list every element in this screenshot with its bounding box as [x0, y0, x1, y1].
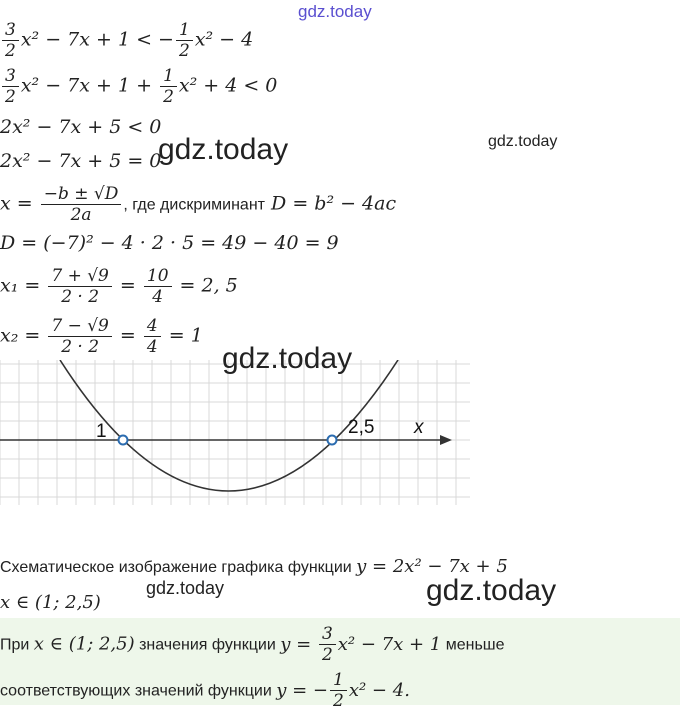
watermark-right: gdz.today	[488, 133, 558, 150]
x-axis-arrow-icon	[440, 435, 452, 445]
answer-interval: x ∈ (1; 2,5)	[0, 592, 101, 613]
conclusion-text-2: значения функции	[139, 636, 276, 654]
conclusion-line-1	[0, 624, 505, 666]
root-label-2: 2,5	[348, 417, 375, 438]
root-formula-text: , где дискриминант	[123, 196, 265, 214]
step-inequality: $\frac{3}{2}$ x² − 7x + 1 < − $\frac{1}{2}$ x² − 4	[0, 20, 253, 61]
step-discriminant: D = (−7)² − 4 · 2 · 5 = 49 − 40 = 9	[0, 232, 339, 254]
conclusion-math-2: y = $\frac{3}{2}$ x² − 7x + 1	[280, 624, 442, 665]
conclusion-text-4: соответствующих значений функции	[0, 682, 272, 700]
step-root-formula: x = $\frac{-b \pm √D}{2a}$ , где дискриминант D = b² − 4ac	[0, 184, 397, 225]
watermark-top: gdz.today	[298, 2, 372, 21]
conclusion-text-1: При	[0, 636, 30, 654]
caption-formula: y = 2x² − 7x + 5	[356, 556, 508, 577]
conclusion-math-1: x ∈ (1; 2,5)	[33, 633, 135, 655]
watermark-bottom-large: gdz.today	[426, 574, 557, 607]
conclusion-text-3: меньше	[445, 636, 505, 654]
watermark-mid: gdz.today	[158, 133, 289, 166]
step-equation: 2x² − 7x + 5 = 0	[0, 150, 162, 172]
x-axis-label: x	[414, 417, 424, 438]
step-simplified: 2x² − 7x + 5 < 0	[0, 116, 162, 138]
watermark-bottom-small: gdz.today	[146, 578, 225, 598]
discriminant-formula: D = b² − 4ac	[271, 192, 397, 215]
caption-text: Схематическое изображение графика функции	[0, 559, 352, 576]
root-point-1	[119, 436, 128, 445]
watermark-graph: gdz.today	[222, 342, 353, 375]
conclusion-math-4: y = − $\frac{1}{2}$ x² − 4.	[276, 670, 410, 711]
step-move-terms: $\frac{3}{2}$ x² − 7x + 1 + $\frac{1}{2}$ x² + 4 < 0	[0, 66, 277, 107]
root-point-2	[328, 436, 337, 445]
step-root-1: x₁ = $\frac{7 + √9}{2 \cdot 2}$ = $\frac{10}{4}$ = 2, 5	[0, 266, 238, 307]
parabola-graph	[0, 360, 480, 505]
step-root-2: x₂ = $\frac{7 - √9}{2 \cdot 2}$ = $\frac{4}{4}$ = 1	[0, 316, 203, 357]
root-label-1: 1	[96, 421, 107, 442]
